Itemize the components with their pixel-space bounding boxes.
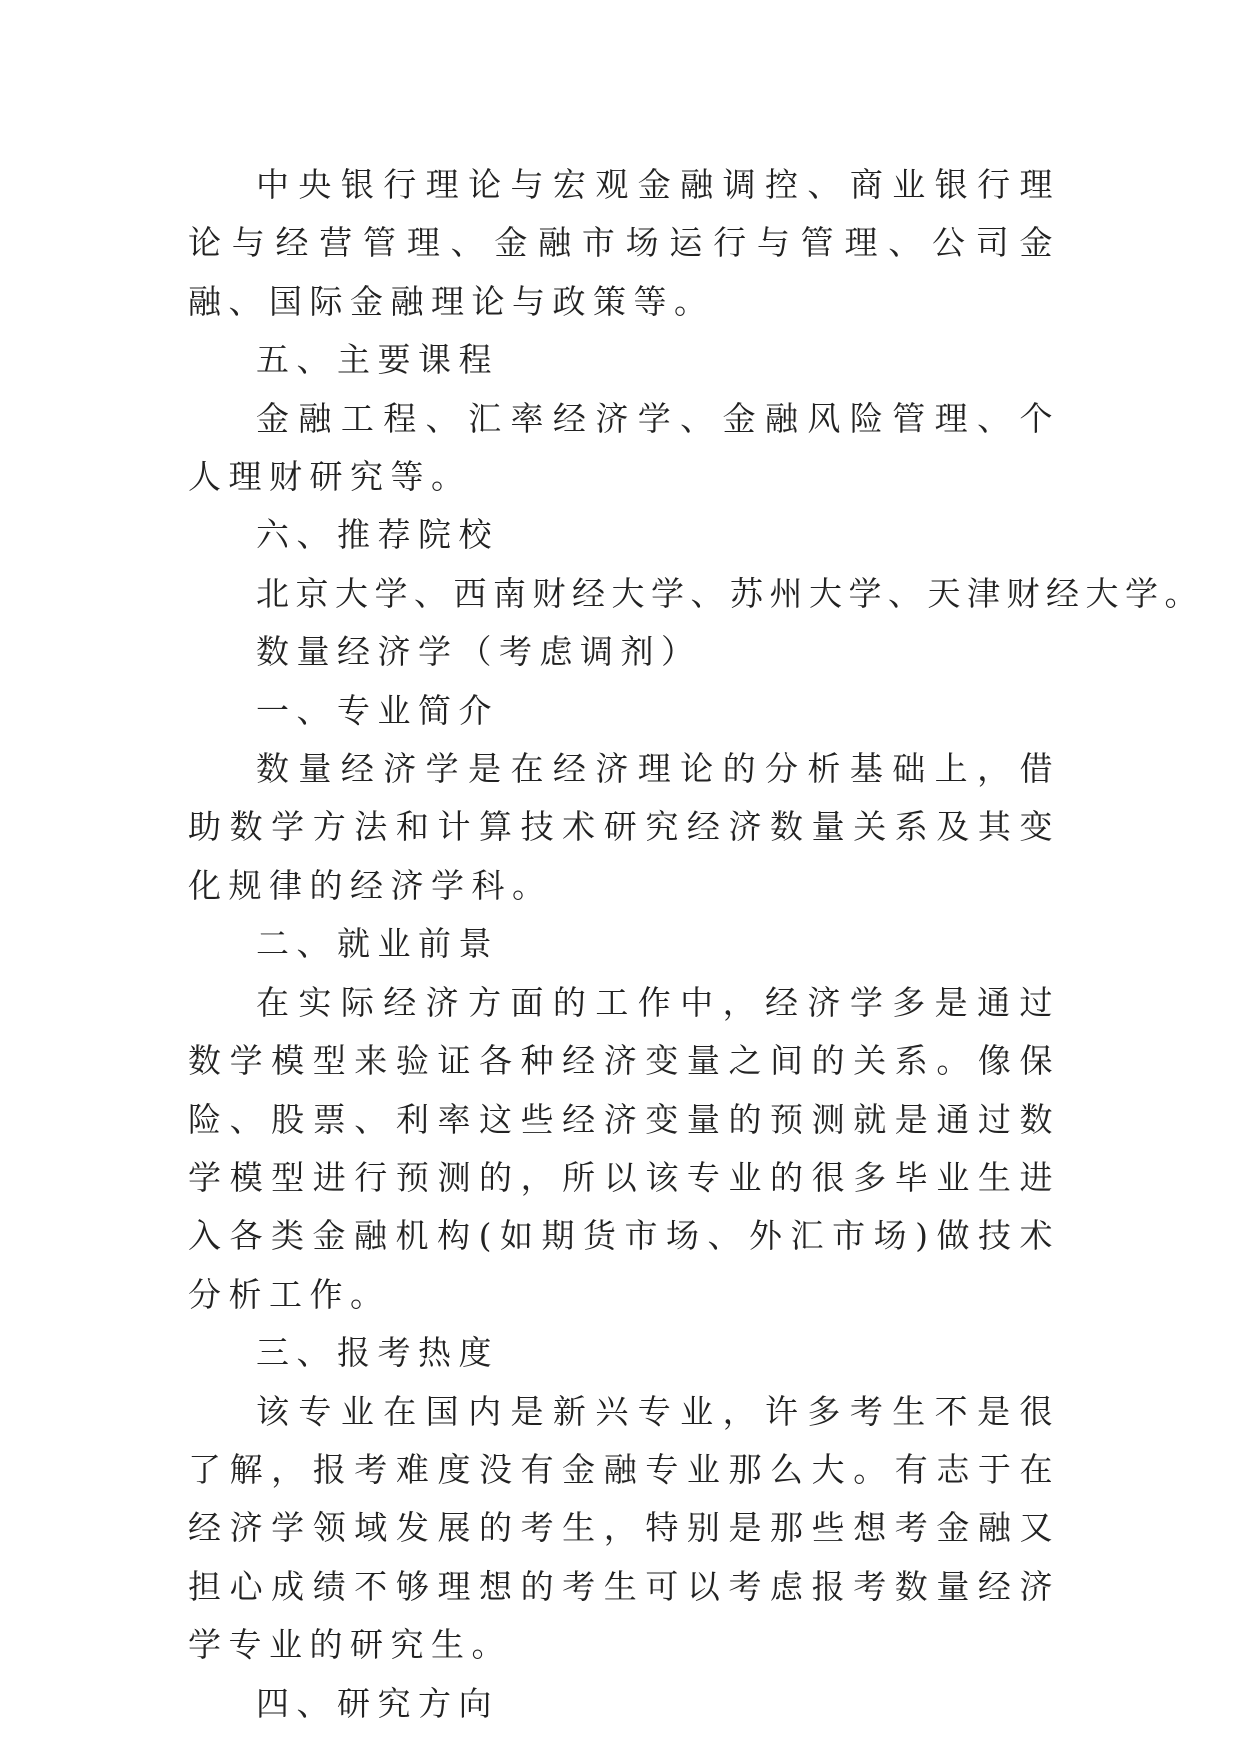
main-courses-paragraph: 金融工程、汇率经济学、金融风险管理、个人理财研究等。 bbox=[188, 398, 1060, 497]
intro-paragraph: 数量经济学是在经济理论的分析基础上，借助数学方法和计算技术研究经济数量关系及其变化规律的经济学科。 bbox=[188, 749, 1060, 905]
document-body bbox=[188, 156, 1204, 1733]
employment-heading: 二、就业前景 bbox=[256, 924, 499, 964]
recommended-schools-heading: 六、推荐院校 bbox=[256, 515, 499, 555]
employment-paragraph: 在实际经济方面的工作中，经济学多是通过数学模型来验证各种经济变量之间的关系。像保险、股票、利率这些经济变量的预测就是通过数学模型进行预测的，所以该专业的很多毕业生进入各类金融机构(如期货市场、外汇市场)做技术分析工作。 bbox=[188, 982, 1060, 1314]
quantitative-economics-heading: 数量经济学（考虑调剂） bbox=[256, 632, 702, 672]
intro-heading: 一、专业简介 bbox=[256, 690, 499, 730]
recommended-schools-paragraph: 北京大学、西南财经大学、苏州大学、天津财经大学。 bbox=[256, 573, 1204, 613]
main-courses-heading: 五、主要课程 bbox=[256, 340, 499, 380]
research-directions-paragraph: 中央银行理论与宏观金融调控、商业银行理论与经营管理、金融市场运行与管理、公司金融、国际金融理论与政策等。 bbox=[188, 165, 1060, 321]
research-heading: 四、研究方向 bbox=[256, 1683, 499, 1723]
popularity-heading: 三、报考热度 bbox=[256, 1333, 499, 1373]
popularity-paragraph: 该专业在国内是新兴专业，许多考生不是很了解，报考难度没有金融专业那么大。有志于在经济学领域发展的考生，特别是那些想考金融又担心成绩不够理想的考生可以考虑报考数量经济学专业的研究生。 bbox=[188, 1391, 1060, 1665]
